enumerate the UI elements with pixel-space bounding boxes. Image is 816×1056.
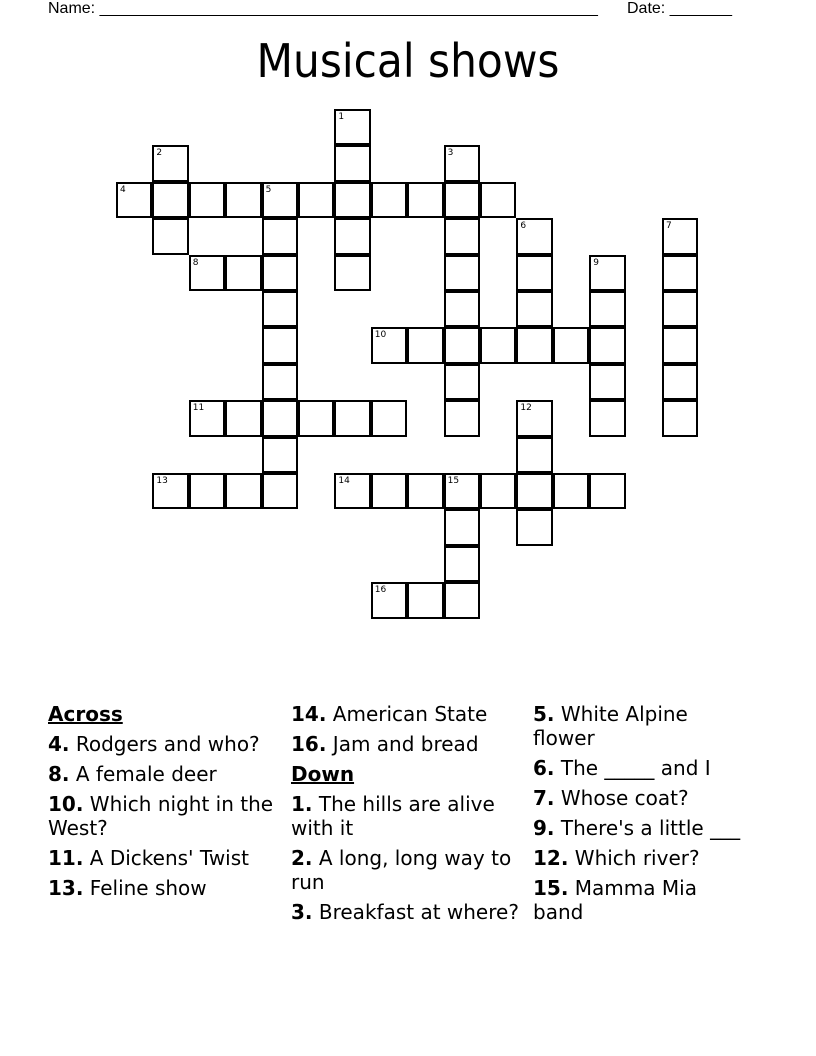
grid-cell[interactable] bbox=[444, 509, 480, 545]
clue-text: A long, long way to run bbox=[291, 846, 512, 894]
clue-number: 4. bbox=[48, 732, 70, 756]
clue-text: Jam and bread bbox=[332, 732, 479, 756]
clues-column-3 bbox=[533, 702, 748, 930]
grid-cell[interactable] bbox=[516, 509, 552, 545]
clue-number: 5. bbox=[533, 702, 555, 726]
clue-text: Whose coat? bbox=[560, 786, 689, 810]
grid-cell[interactable] bbox=[553, 473, 589, 509]
clue-text: American State bbox=[332, 702, 488, 726]
grid-cell[interactable] bbox=[298, 182, 334, 218]
grid-cell[interactable] bbox=[444, 582, 480, 618]
grid-cell[interactable] bbox=[480, 182, 516, 218]
clues-column-1 bbox=[48, 702, 278, 906]
clue-down-9 bbox=[533, 816, 748, 840]
cell-number: 3 bbox=[447, 148, 454, 159]
grid-cell[interactable] bbox=[152, 218, 188, 254]
page-title: Musical shows bbox=[256, 34, 560, 88]
grid-cell[interactable] bbox=[662, 255, 698, 291]
clue-text: A female deer bbox=[75, 762, 217, 786]
grid-cell[interactable] bbox=[516, 291, 552, 327]
name-field-label: Name: ________________________________________________________ bbox=[48, 0, 598, 17]
clues-column-2 bbox=[291, 702, 521, 930]
grid-cell[interactable] bbox=[589, 400, 625, 436]
cell-number: 4 bbox=[120, 184, 126, 195]
cell-number: 10 bbox=[374, 330, 387, 341]
grid-cell[interactable] bbox=[371, 582, 407, 618]
grid-cell[interactable] bbox=[444, 218, 480, 254]
clue-across-8 bbox=[48, 762, 278, 786]
clue-number: 2. bbox=[291, 846, 313, 870]
grid-cell[interactable] bbox=[262, 473, 298, 509]
grid-cell[interactable] bbox=[225, 473, 261, 509]
grid-cell[interactable] bbox=[262, 437, 298, 473]
clue-across-16 bbox=[291, 732, 521, 756]
grid-cell[interactable] bbox=[152, 182, 188, 218]
grid-cell[interactable] bbox=[553, 327, 589, 363]
grid-cell[interactable] bbox=[225, 400, 261, 436]
clue-number: 10. bbox=[48, 792, 84, 816]
grid-cell[interactable] bbox=[480, 473, 516, 509]
clue-text: The hills are alive with it bbox=[291, 792, 495, 840]
cell-number: 1 bbox=[338, 112, 345, 122]
clue-number: 15. bbox=[533, 876, 569, 900]
grid-cell[interactable] bbox=[334, 109, 370, 145]
clue-number: 16. bbox=[291, 732, 327, 756]
grid-cell[interactable] bbox=[262, 364, 298, 400]
grid-cell[interactable] bbox=[371, 182, 407, 218]
grid-cell[interactable] bbox=[407, 473, 443, 509]
clue-down-5 bbox=[533, 702, 748, 750]
clue-text: Which night in the West? bbox=[48, 792, 274, 840]
clue-across-4 bbox=[48, 732, 278, 756]
clue-text: There's a little ___ bbox=[560, 816, 741, 840]
clue-text: White Alpine flower bbox=[533, 702, 688, 750]
grid-cell[interactable] bbox=[589, 364, 625, 400]
grid-cell[interactable] bbox=[371, 327, 407, 363]
grid-cell[interactable] bbox=[516, 473, 552, 509]
grid-cell[interactable] bbox=[407, 182, 443, 218]
grid-cell[interactable] bbox=[444, 291, 480, 327]
grid-cell[interactable] bbox=[589, 327, 625, 363]
grid-cell[interactable] bbox=[334, 400, 370, 436]
clue-across-14 bbox=[291, 702, 521, 726]
clue-text: Feline show bbox=[89, 876, 207, 900]
grid-cell[interactable] bbox=[298, 400, 334, 436]
clue-text: Mamma Mia band bbox=[533, 876, 697, 924]
cell-number: 5 bbox=[265, 184, 272, 195]
date-field-label: Date: _______ bbox=[627, 0, 732, 17]
clue-across-10 bbox=[48, 792, 278, 840]
clue-number: 14. bbox=[291, 702, 327, 726]
clue-number: 3. bbox=[291, 900, 313, 924]
grid-cell[interactable] bbox=[407, 582, 443, 618]
grid-cell[interactable] bbox=[262, 291, 298, 327]
clue-down-3 bbox=[291, 900, 521, 924]
grid-cell[interactable] bbox=[589, 473, 625, 509]
grid-cell[interactable] bbox=[189, 473, 225, 509]
clue-number: 9. bbox=[533, 816, 555, 840]
cell-number: 6 bbox=[520, 221, 527, 232]
clue-down-12 bbox=[533, 846, 748, 870]
clue-text: Rodgers and who? bbox=[75, 732, 260, 756]
grid-cell[interactable] bbox=[662, 218, 698, 254]
grid-cell[interactable] bbox=[662, 364, 698, 400]
grid-cell[interactable] bbox=[152, 145, 188, 181]
grid-cell[interactable] bbox=[516, 437, 552, 473]
clue-number: 12. bbox=[533, 846, 569, 870]
clue-across-13 bbox=[48, 876, 278, 900]
crossword-grid bbox=[117, 110, 717, 630]
grid-cell[interactable] bbox=[516, 327, 552, 363]
clue-number: 1. bbox=[291, 792, 313, 816]
clue-down-2 bbox=[291, 846, 521, 894]
grid-cell[interactable] bbox=[407, 327, 443, 363]
grid-cell[interactable] bbox=[444, 364, 480, 400]
grid-cell[interactable] bbox=[189, 255, 225, 291]
down-heading: Down bbox=[291, 762, 355, 786]
grid-cell[interactable] bbox=[444, 400, 480, 436]
clue-number: 13. bbox=[48, 876, 84, 900]
across-heading: Across bbox=[48, 702, 123, 726]
clue-down-15 bbox=[533, 876, 748, 924]
clue-number: 6. bbox=[533, 756, 555, 780]
grid-cell[interactable] bbox=[516, 255, 552, 291]
grid-cell[interactable] bbox=[189, 182, 225, 218]
grid-cell[interactable] bbox=[334, 182, 370, 218]
grid-cell[interactable] bbox=[334, 255, 370, 291]
clue-text: The _____ and I bbox=[560, 756, 711, 780]
grid-cell[interactable] bbox=[371, 400, 407, 436]
grid-cell[interactable] bbox=[516, 400, 552, 436]
grid-cell[interactable] bbox=[262, 255, 298, 291]
clue-number: 11. bbox=[48, 846, 84, 870]
clue-down-6 bbox=[533, 756, 748, 780]
cell-number: 8 bbox=[192, 257, 199, 268]
grid-cell[interactable] bbox=[189, 400, 225, 436]
clue-text: A Dickens' Twist bbox=[89, 846, 249, 870]
grid-cell[interactable] bbox=[225, 255, 261, 291]
grid-cell[interactable] bbox=[444, 145, 480, 181]
cell-number: 14 bbox=[338, 476, 350, 486]
grid-cell[interactable] bbox=[589, 255, 625, 291]
clue-number: 8. bbox=[48, 762, 70, 786]
grid-cell[interactable] bbox=[662, 400, 698, 436]
cell-number: 9 bbox=[593, 257, 599, 268]
grid-cell[interactable] bbox=[334, 218, 370, 254]
grid-cell[interactable] bbox=[444, 182, 480, 218]
cell-number: 7 bbox=[666, 221, 672, 232]
grid-cell[interactable] bbox=[444, 327, 480, 363]
grid-cell[interactable] bbox=[334, 473, 370, 509]
grid-cell[interactable] bbox=[662, 327, 698, 363]
grid-cell[interactable] bbox=[262, 182, 298, 218]
cell-number: 11 bbox=[192, 403, 205, 414]
grid-cell[interactable] bbox=[262, 400, 298, 436]
clue-text: Breakfast at where? bbox=[318, 900, 519, 924]
grid-cell[interactable] bbox=[262, 327, 298, 363]
clue-number: 7. bbox=[533, 786, 555, 810]
clue-down-7 bbox=[533, 786, 748, 810]
clue-across-11 bbox=[48, 846, 278, 870]
grid-cell[interactable] bbox=[225, 182, 261, 218]
grid-cell[interactable] bbox=[480, 327, 516, 363]
cell-number: 13 bbox=[156, 476, 168, 486]
grid-cell[interactable] bbox=[262, 218, 298, 254]
grid-cell[interactable] bbox=[334, 145, 370, 181]
grid-cell[interactable] bbox=[516, 218, 552, 254]
cell-number: 16 bbox=[374, 585, 387, 596]
cell-number: 2 bbox=[156, 148, 163, 159]
grid-cell[interactable] bbox=[589, 291, 625, 327]
clue-down-1 bbox=[291, 792, 521, 840]
cell-number: 12 bbox=[520, 403, 532, 414]
grid-cell[interactable] bbox=[116, 182, 152, 218]
cell-number: 15 bbox=[447, 476, 460, 486]
grid-cell[interactable] bbox=[371, 473, 407, 509]
grid-cell[interactable] bbox=[444, 546, 480, 582]
grid-cell[interactable] bbox=[444, 255, 480, 291]
grid-cell[interactable] bbox=[152, 473, 188, 509]
grid-cell[interactable] bbox=[662, 291, 698, 327]
clue-text: Which river? bbox=[574, 846, 700, 870]
grid-cell[interactable] bbox=[444, 473, 480, 509]
